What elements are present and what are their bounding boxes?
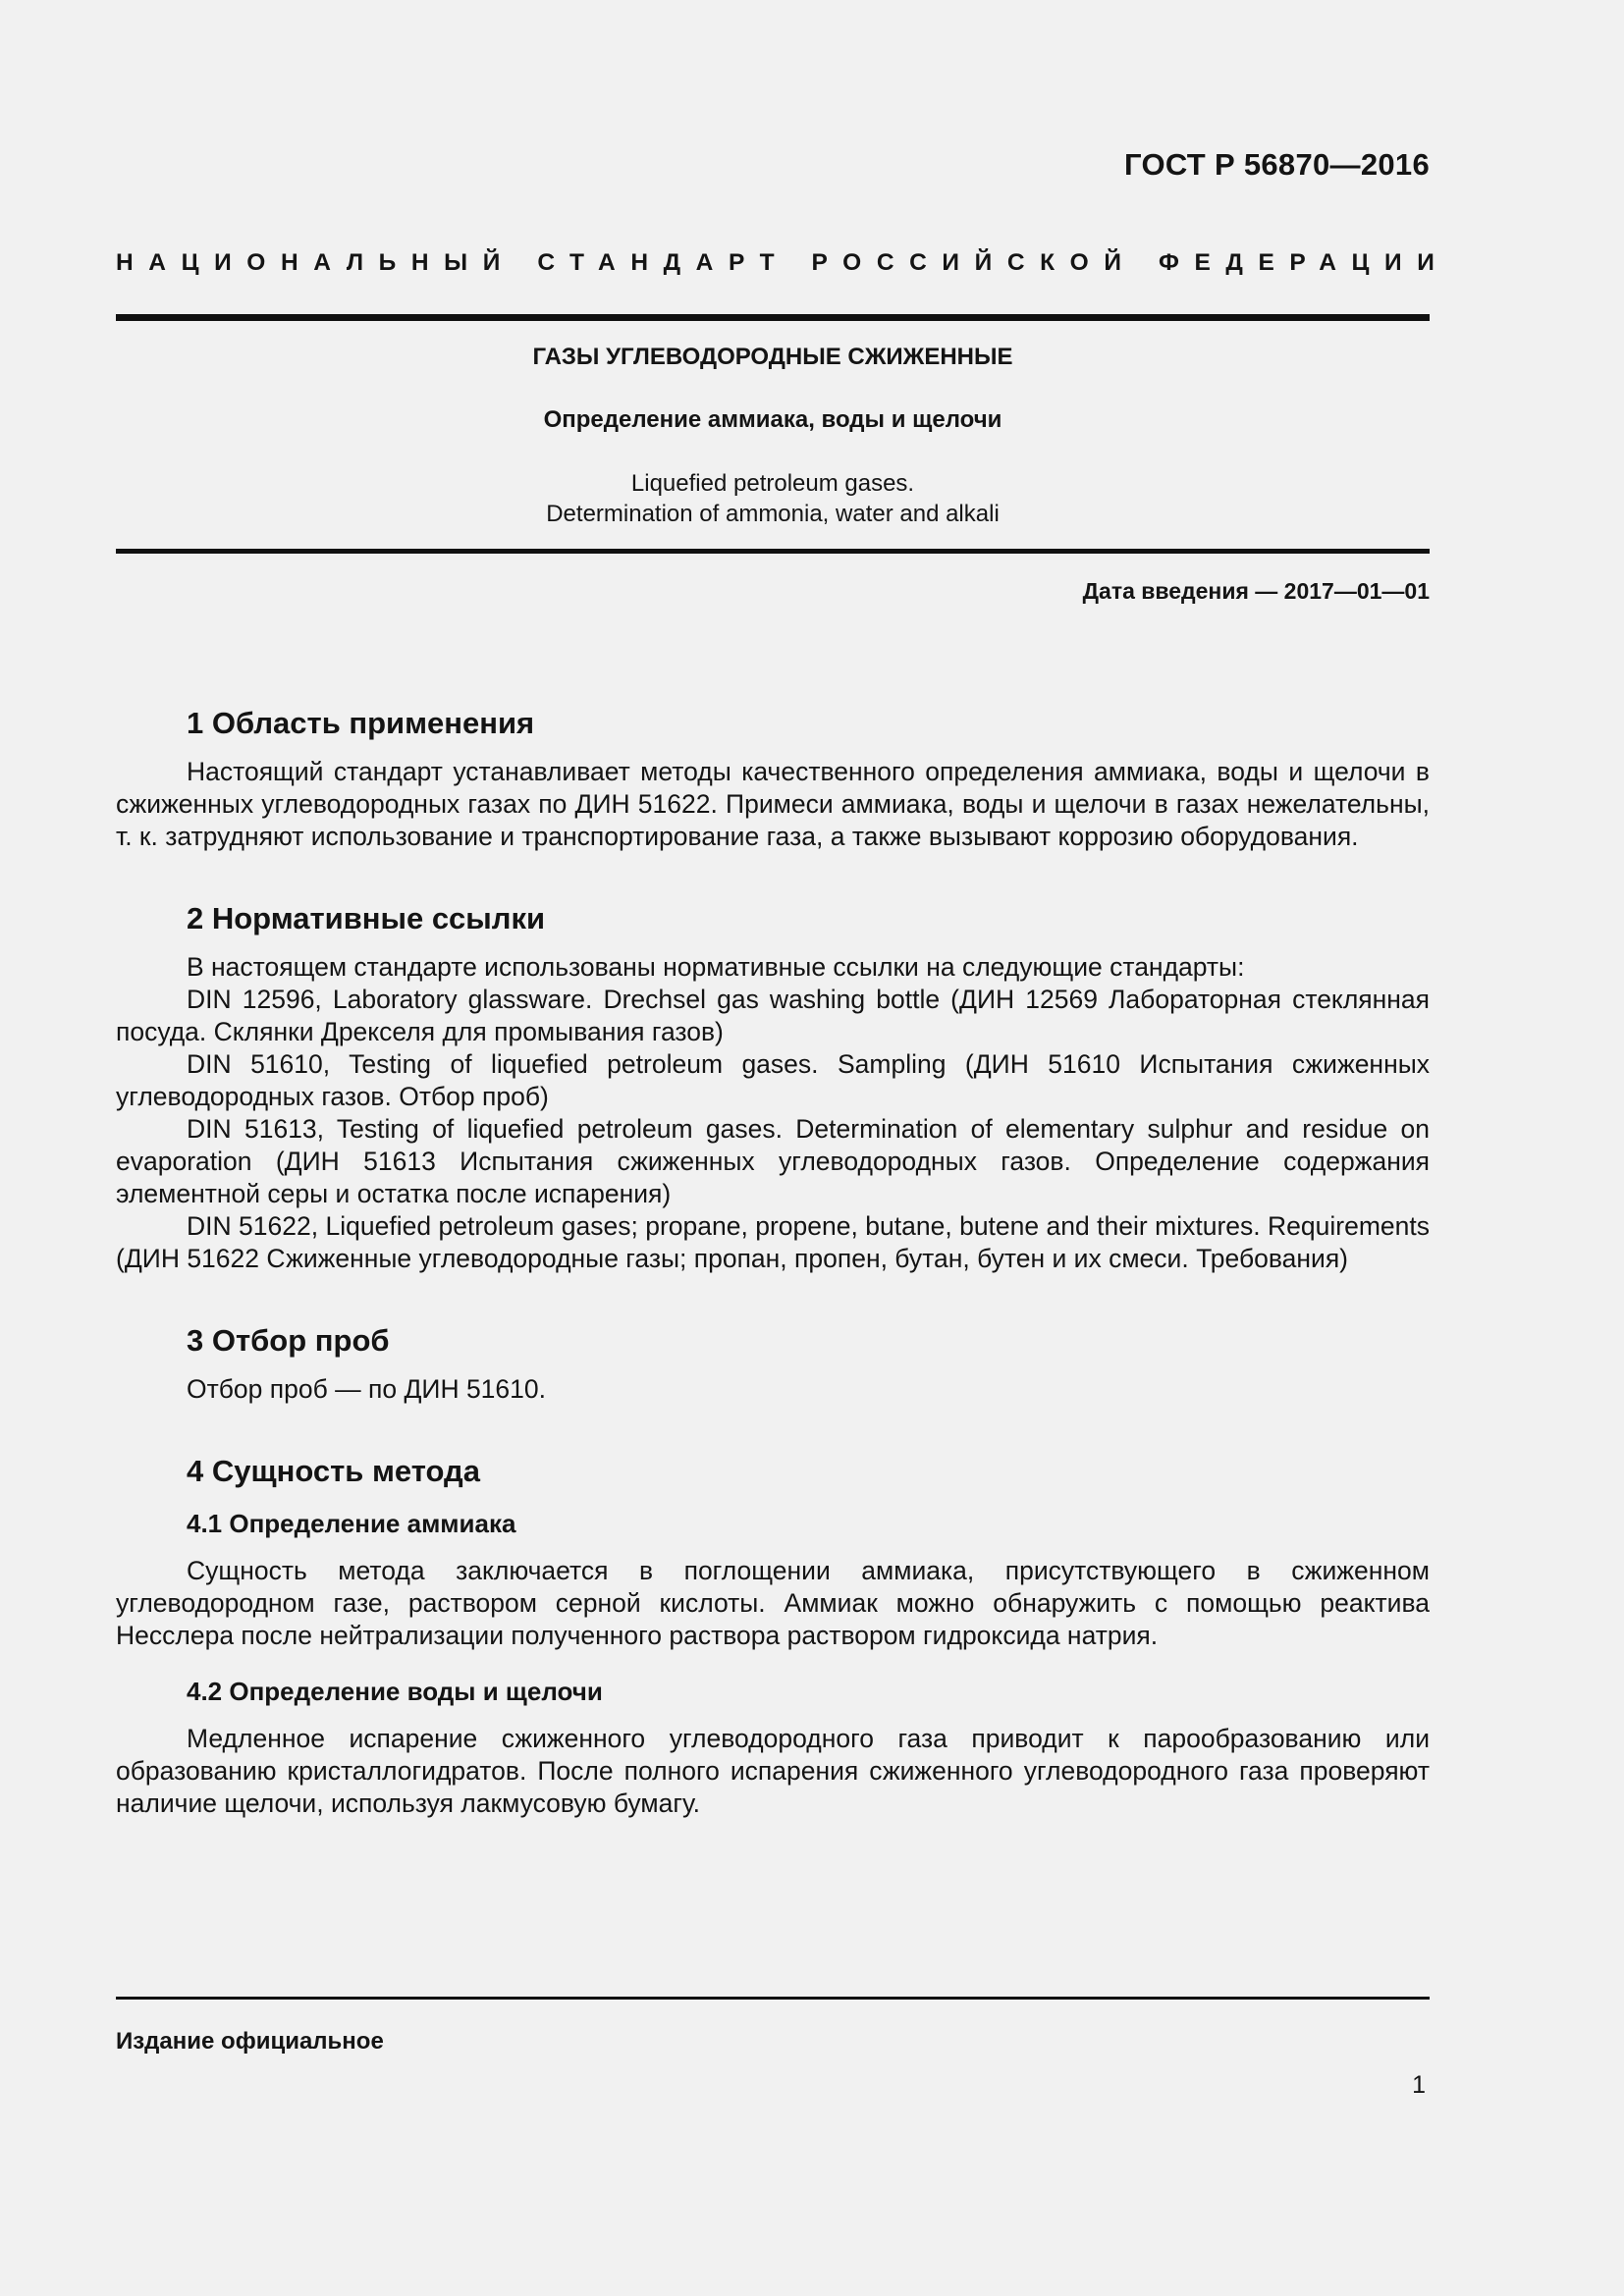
section-title: 4 Сущность метода: [187, 1454, 480, 1488]
paragraph: Медленное испарение сжиженного углеводородного газа приводит к парообразованию или образованию кристаллогидратов. После полного испарения сжиженного углеводородного газа проверяют наличие щелочи, используя лакмусовую бумагу.: [116, 1724, 1430, 1818]
section-normative-references: [116, 900, 1430, 1275]
header-rule: [116, 314, 1430, 321]
english-title-line-2: Determination of ammonia, water and alkali: [546, 501, 1000, 527]
paragraph: Сущность метода заключается в поглощении аммиака, присутствующего в сжиженном углеводородном газе, раствором серной кислоты. Аммиак можно обнаружить с помощью реактива Несслера после нейтрализации полученного раствора раствором гидроксида натрия.: [116, 1556, 1430, 1650]
paragraph: В настоящем стандарте использованы нормативные ссылки на следующие стандарты:: [187, 952, 1245, 982]
paragraph: Отбор проб — по ДИН 51610.: [187, 1374, 546, 1404]
intro-date: Дата введения — 2017—01—01: [1082, 578, 1430, 604]
section-title: 1 Область применения: [187, 706, 535, 740]
standard-title: ГАЗЫ УГЛЕВОДОРОДНЫЕ СЖИЖЕННЫЕ: [532, 344, 1013, 370]
official-edition-label: Издание официальное: [116, 2028, 384, 2055]
section-sampling: [116, 1322, 1430, 1406]
subsection-water-alkali: [116, 1676, 1430, 1820]
reference-item: DIN 51622, Liquefied petroleum gases; propane, propene, butane, butene and their mixtures. Requirements (ДИН 51622 Сжиженные углеводородные газы; пропан, пропен, бутан, бутен и их смеси. Требования): [116, 1211, 1430, 1273]
paragraph: Настоящий стандарт устанавливает методы качественного определения аммиака, воды и щелочи в сжиженных углеводородных газах по ДИН 51622. Примеси аммиака, воды и щелочи в газах нежелательны, т. к. затрудняют использование и транспортирование газа, а также вызывают коррозию оборудования.: [116, 757, 1430, 851]
page-number: 1: [1412, 2071, 1426, 2099]
national-standard-heading: НАЦИОНАЛЬНЫЙ СТАНДАРТ РОССИЙСКОЙ ФЕДЕРАЦИИ: [116, 249, 1450, 276]
english-title-line-1: Liquefied petroleum gases.: [630, 470, 915, 497]
section-title: 2 Нормативные ссылки: [187, 901, 546, 935]
section-method-essence: [116, 1453, 1430, 1820]
section-title: 3 Отбор проб: [187, 1323, 390, 1358]
document-content: [116, 705, 1430, 1820]
section-scope: [116, 705, 1430, 853]
footer-rule: [116, 1997, 1430, 2000]
standard-subtitle: Определение аммиака, воды и щелочи: [543, 406, 1002, 433]
subsection-title: 4.1 Определение аммиака: [187, 1509, 516, 1538]
title-rule: [116, 549, 1430, 554]
gost-code: ГОСТ Р 56870—2016: [1124, 147, 1430, 182]
subsection-title: 4.2 Определение воды и щелочи: [187, 1677, 603, 1706]
reference-item: DIN 51613, Testing of liquefied petroleum gases. Determination of elementary sulphur and residue on evaporation (ДИН 51613 Испытания сжиженных углеводородных газов. Определение содержания элементной серы и остатка после испарения): [116, 1114, 1430, 1208]
english-title: [116, 468, 1430, 529]
reference-item: DIN 51610, Testing of liquefied petroleum gases. Sampling (ДИН 51610 Испытания сжиженных углеводородных газов. Отбор проб): [116, 1049, 1430, 1111]
subsection-ammonia: [116, 1508, 1430, 1652]
reference-item: DIN 12596, Laboratory glassware. Drechsel gas washing bottle (ДИН 12569 Лабораторная стеклянная посуда. Склянки Дрекселя для промывания газов): [116, 985, 1430, 1046]
